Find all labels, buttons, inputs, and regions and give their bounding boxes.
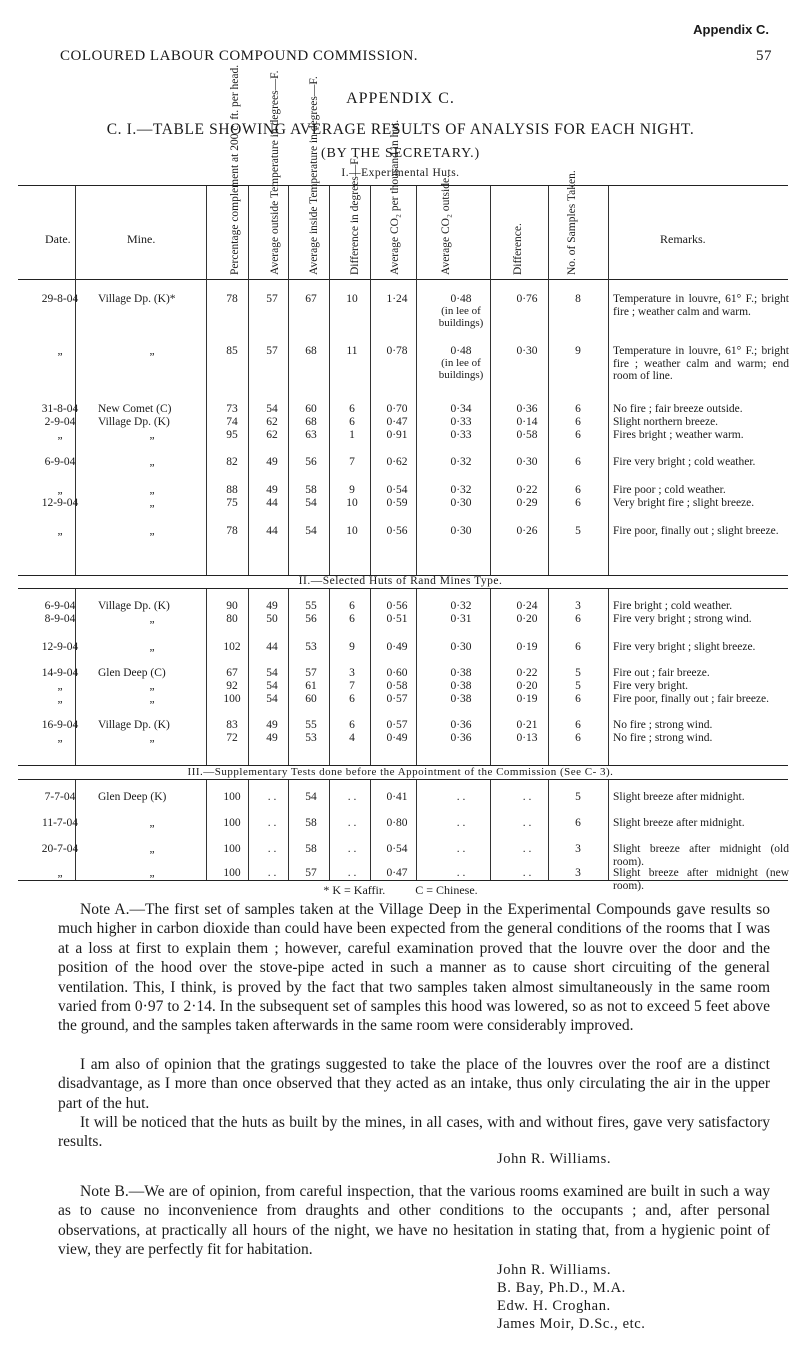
column-separator bbox=[608, 780, 609, 880]
cell-co2diff: 0·14 bbox=[516, 416, 538, 428]
byline: (BY THE SECRETARY.) bbox=[321, 146, 480, 161]
cell-pct: 100 bbox=[223, 791, 241, 803]
cell-in: 56 bbox=[305, 613, 317, 625]
cell-co2hut: 0·80 bbox=[386, 817, 408, 829]
cell-mine: „ bbox=[149, 843, 155, 855]
cell-co2out: 0·30 bbox=[450, 497, 472, 509]
cell-diff: 6 bbox=[349, 416, 355, 428]
cell-co2out: 0·31 bbox=[450, 613, 472, 625]
cell-remarks: Slight breeze after midnight. bbox=[613, 791, 745, 803]
cell-co2diff: 0·76 bbox=[516, 293, 538, 305]
cell-mine: „ bbox=[149, 680, 155, 692]
cell-co2diff: . . bbox=[522, 791, 532, 803]
column-separator bbox=[248, 186, 249, 575]
cell-diff: 10 bbox=[346, 497, 358, 509]
col-header-co2-outside-text: Average CO₂ outside. bbox=[440, 175, 452, 275]
note-a-paragraph-1: Note A.—The first set of samples taken at the Village Deep in the Experimental Compounds gave results so much higher in carbon dioxide than could have been expected from the general conditions of the rooms that I was at a loss at first to explain them ; however, careful examination proved that the louvre over the door and the position of the hood over the stove-pipe acted in such a manner as to cause short circuiting of the general ventilation. This, I think, is proved by the fact that two samples taken almost simultaneously in the same room varied from 0·97 to 2·14. In the subsequent set of samples this hood was lowered, so as not to exceed 5 feet above the ground, and the samples taken afterwards in the same room were considerably improved. bbox=[58, 901, 770, 1035]
cell-co2diff: 0·22 bbox=[516, 667, 538, 679]
cell-out: 44 bbox=[266, 497, 278, 509]
cell-co2diff: . . bbox=[522, 817, 532, 829]
cell-co2diff: 0·22 bbox=[516, 484, 538, 496]
cell-date: 2-9-04 bbox=[44, 416, 76, 428]
section3-top-rule bbox=[18, 779, 788, 780]
cell-out: 62 bbox=[266, 429, 278, 441]
cell-diff: 10 bbox=[346, 293, 358, 305]
col-header-co2-hut-text: Average CO₂ per thousand in hut. bbox=[389, 119, 401, 275]
cell-co2out: 0·48 bbox=[450, 293, 472, 305]
cell-date: 8-9-04 bbox=[44, 613, 76, 625]
col-header-co2-outside bbox=[440, 175, 452, 275]
cell-pct: 95 bbox=[226, 429, 238, 441]
cell-co2out: 0·34 bbox=[450, 403, 472, 415]
column-separator bbox=[416, 186, 417, 575]
col-header-date: Date. bbox=[45, 232, 71, 246]
cell-co2diff: 0·30 bbox=[516, 456, 538, 468]
cell-mine: Glen Deep (C) bbox=[98, 667, 166, 679]
cell-remarks: Fire poor, finally out ; slight breeze. bbox=[613, 525, 779, 537]
table-title: C. I.—TABLE SHOWING AVERAGE RESULTS OF ANALYSIS FOR EACH NIGHT. bbox=[106, 121, 695, 138]
cell-out: 54 bbox=[266, 667, 278, 679]
col-header-difference-co2 bbox=[512, 223, 524, 275]
section2-top-rule bbox=[18, 588, 788, 589]
cell-co2out: . . bbox=[456, 791, 466, 803]
cell-co2hut: 0·57 bbox=[386, 719, 408, 731]
column-separator bbox=[206, 186, 207, 575]
cell-co2diff: 0·36 bbox=[516, 403, 538, 415]
cell-pct: 73 bbox=[226, 403, 238, 415]
cell-in: 68 bbox=[305, 416, 317, 428]
cell-co2diff: 0·20 bbox=[516, 680, 538, 692]
commission-title: COLOURED LABOUR COMPOUND COMMISSION. bbox=[60, 48, 419, 64]
cell-in: 54 bbox=[305, 791, 317, 803]
cell-mine: „ bbox=[149, 693, 155, 705]
cell-out: 50 bbox=[266, 613, 278, 625]
cell-pct: 102 bbox=[223, 641, 241, 653]
cell-pct: 75 bbox=[226, 497, 238, 509]
cell-co2hut: 0·41 bbox=[386, 791, 408, 803]
cell-out: 49 bbox=[266, 600, 278, 612]
cell-n: 6 bbox=[575, 693, 581, 705]
cell-co2out: 0·30 bbox=[450, 641, 472, 653]
cell-mine: „ bbox=[149, 525, 155, 537]
footnote: * K = Kaffir. C = Chinese. bbox=[323, 883, 478, 897]
cell-co2hut: 0·91 bbox=[386, 429, 408, 441]
cell-n: 3 bbox=[575, 867, 581, 879]
cell-remarks: Fire very bright ; cold weather. bbox=[613, 456, 756, 468]
cell-n: 9 bbox=[575, 345, 581, 357]
cell-out: 49 bbox=[266, 719, 278, 731]
column-separator bbox=[608, 186, 609, 575]
cell-n: 6 bbox=[575, 497, 581, 509]
cell-pct: 92 bbox=[226, 680, 238, 692]
cell-co2out: 0·38 bbox=[450, 680, 472, 692]
cell-date: „ bbox=[57, 867, 63, 879]
cell-remarks: No fire ; strong wind. bbox=[613, 732, 713, 744]
cell-pct: 78 bbox=[226, 293, 238, 305]
cell-date: „ bbox=[57, 484, 63, 496]
cell-date: 6-9-04 bbox=[44, 456, 76, 468]
cell-remarks: Temperature in louvre, 61° F.; bright fire ; weather calm and warm. bbox=[613, 293, 789, 318]
cell-remarks: Fire very bright. bbox=[613, 680, 689, 692]
cell-out: 57 bbox=[266, 345, 278, 357]
cell-co2out: 0·32 bbox=[450, 456, 472, 468]
cell-in: 55 bbox=[305, 719, 317, 731]
cell-co2out: 0·38 bbox=[450, 667, 472, 679]
cell-diff: . . bbox=[347, 867, 357, 879]
cell-co2diff: 0·58 bbox=[516, 429, 538, 441]
cell-diff: . . bbox=[347, 817, 357, 829]
cell-n: 6 bbox=[575, 403, 581, 415]
col-header-inside-temp bbox=[308, 76, 320, 275]
cell-co2diff: 0·21 bbox=[516, 719, 538, 731]
cell-pct: 83 bbox=[226, 719, 238, 731]
cell-pct: 80 bbox=[226, 613, 238, 625]
cell-remarks: Very bright fire ; slight breeze. bbox=[613, 497, 755, 509]
cell-in: 56 bbox=[305, 456, 317, 468]
cell-in: 68 bbox=[305, 345, 317, 357]
cell-in: 60 bbox=[305, 693, 317, 705]
cell-mine: „ bbox=[149, 497, 155, 509]
cell-co2out-note: (in lee of buildings) bbox=[438, 357, 484, 381]
column-separator bbox=[608, 589, 609, 765]
cell-date: 12-9-04 bbox=[41, 497, 79, 509]
cell-mine: „ bbox=[149, 613, 155, 625]
section2-title: II.—Selected Huts of Rand Mines Type. bbox=[298, 575, 503, 587]
cell-mine: Glen Deep (K) bbox=[98, 791, 167, 803]
cell-co2hut: 0·54 bbox=[386, 843, 408, 855]
cell-out: 49 bbox=[266, 484, 278, 496]
cell-diff: 10 bbox=[346, 525, 358, 537]
cell-pct: 100 bbox=[223, 843, 241, 855]
col-header-outside-temp-text: Average outside Temperature in degrees—F. bbox=[269, 70, 281, 275]
cell-diff: 6 bbox=[349, 719, 355, 731]
cell-date: „ bbox=[57, 429, 63, 441]
cell-n: 6 bbox=[575, 484, 581, 496]
cell-n: 6 bbox=[575, 456, 581, 468]
cell-date: 20-7-04 bbox=[41, 843, 79, 855]
cell-mine: Village Dp. (K) bbox=[98, 719, 170, 731]
cell-pct: 100 bbox=[223, 817, 241, 829]
cell-out: 54 bbox=[266, 680, 278, 692]
cell-out: . . bbox=[267, 843, 277, 855]
cell-co2out: 0·33 bbox=[450, 416, 472, 428]
cell-diff: 6 bbox=[349, 693, 355, 705]
cell-co2out: 0·36 bbox=[450, 732, 472, 744]
cell-co2hut: 0·70 bbox=[386, 403, 408, 415]
cell-date: „ bbox=[57, 345, 63, 357]
cell-in: 57 bbox=[305, 867, 317, 879]
cell-co2hut: 0·59 bbox=[386, 497, 408, 509]
column-separator bbox=[206, 780, 207, 880]
note-a-paragraph-3: It will be noticed that the huts as built by the mines, in all cases, with and without fires, gave very satisfactory results. bbox=[58, 1114, 770, 1151]
cell-remarks: No fire ; fair breeze outside. bbox=[613, 403, 743, 415]
cell-diff: 6 bbox=[349, 613, 355, 625]
cell-out: . . bbox=[267, 791, 277, 803]
cell-date: 29-8-04 bbox=[41, 293, 79, 305]
cell-remarks: Slight breeze after midnight (old room). bbox=[613, 843, 789, 868]
cell-co2out: . . bbox=[456, 817, 466, 829]
note-b-paragraph-1: Note B.—We are of opinion, from careful inspection, that the various rooms examined are built in such a way as to cause no inconvenience from draughts and other conditions to the occupants ; and, after personal observations, at practically all hours of the night, we have no hesitation in stating that, from a hygienic point of view, they are perfectly fit for habitation. bbox=[58, 1183, 770, 1259]
cell-remarks: Fire very bright ; slight breeze. bbox=[613, 641, 756, 653]
cell-co2hut: 0·62 bbox=[386, 456, 408, 468]
cell-remarks: Fires bright ; weather warm. bbox=[613, 429, 744, 441]
note-b-signature-4: James Moir, D.Sc., etc. bbox=[497, 1316, 646, 1332]
cell-out: 62 bbox=[266, 416, 278, 428]
cell-co2diff: 0·24 bbox=[516, 600, 538, 612]
col-header-difference-temp bbox=[349, 156, 361, 275]
cell-mine: „ bbox=[149, 345, 155, 357]
col-header-mine: Mine. bbox=[127, 232, 156, 246]
cell-co2hut: 0·60 bbox=[386, 667, 408, 679]
column-separator bbox=[75, 186, 76, 575]
cell-in: 58 bbox=[305, 817, 317, 829]
cell-date: 7-7-04 bbox=[44, 791, 76, 803]
cell-in: 53 bbox=[305, 732, 317, 744]
cell-out: 54 bbox=[266, 403, 278, 415]
cell-date: 31-8-04 bbox=[41, 403, 79, 415]
cell-date: 6-9-04 bbox=[44, 600, 76, 612]
cell-date: „ bbox=[57, 732, 63, 744]
column-separator bbox=[370, 186, 371, 575]
cell-n: 8 bbox=[575, 293, 581, 305]
cell-n: 5 bbox=[575, 791, 581, 803]
note-b-signature-3: Edw. H. Croghan. bbox=[497, 1298, 611, 1314]
col-header-samples-text: No. of Samples Taken. bbox=[566, 170, 578, 275]
cell-date: „ bbox=[57, 693, 63, 705]
cell-in: 61 bbox=[305, 680, 317, 692]
cell-diff: . . bbox=[347, 791, 357, 803]
cell-co2hut: 0·47 bbox=[386, 867, 408, 879]
cell-remarks: Fire very bright ; strong wind. bbox=[613, 613, 752, 625]
cell-co2out: 0·33 bbox=[450, 429, 472, 441]
cell-n: 3 bbox=[575, 600, 581, 612]
cell-n: 6 bbox=[575, 732, 581, 744]
col-header-difference-co2-text: Difference. bbox=[512, 223, 524, 275]
col-header-percentage-text: Percentage complement at 200 c. ft. per head. bbox=[229, 64, 241, 275]
cell-out: . . bbox=[267, 867, 277, 879]
cell-co2diff: 0·30 bbox=[516, 345, 538, 357]
cell-remarks: Slight northern breeze. bbox=[613, 416, 719, 428]
cell-pct: 72 bbox=[226, 732, 238, 744]
cell-in: 55 bbox=[305, 600, 317, 612]
col-header-co2-hut bbox=[389, 120, 401, 275]
cell-date: 14-9-04 bbox=[41, 667, 79, 679]
cell-in: 60 bbox=[305, 403, 317, 415]
cell-mine: Village Dp. (K) bbox=[98, 600, 170, 612]
cell-mine: „ bbox=[149, 817, 155, 829]
cell-in: 67 bbox=[305, 293, 317, 305]
col-header-difference-temp-text: Difference in degrees—F. bbox=[349, 156, 361, 275]
cell-co2out: 0·30 bbox=[450, 525, 472, 537]
cell-pct: 78 bbox=[226, 525, 238, 537]
cell-co2hut: 0·47 bbox=[386, 416, 408, 428]
cell-in: 58 bbox=[305, 843, 317, 855]
cell-co2diff: 0·29 bbox=[516, 497, 538, 509]
cell-out: . . bbox=[267, 817, 277, 829]
cell-co2diff: . . bbox=[522, 867, 532, 879]
column-separator bbox=[548, 186, 549, 575]
col-header-percentage bbox=[229, 65, 241, 275]
cell-n: 5 bbox=[575, 667, 581, 679]
cell-co2hut: 0·56 bbox=[386, 600, 408, 612]
cell-pct: 100 bbox=[223, 867, 241, 879]
cell-co2hut: 0·78 bbox=[386, 345, 408, 357]
cell-diff: 1 bbox=[349, 429, 355, 441]
cell-diff: 6 bbox=[349, 403, 355, 415]
note-b-signature-1: John R. Williams. bbox=[497, 1262, 612, 1278]
cell-date: 16-9-04 bbox=[41, 719, 79, 731]
note-a-paragraph-2: I am also of opinion that the gratings suggested to take the place of the louvres over the roof are a distinct disadvantage, as I more than once observed that they acted as an intake, thus only circulating the air in the upper part of the hut. bbox=[58, 1056, 770, 1112]
cell-out: 54 bbox=[266, 693, 278, 705]
cell-diff: 3 bbox=[349, 667, 355, 679]
cell-co2out: 0·38 bbox=[450, 693, 472, 705]
cell-n: 6 bbox=[575, 817, 581, 829]
cell-diff: 9 bbox=[349, 641, 355, 653]
cell-remarks: Slight breeze after midnight (new room). bbox=[613, 867, 789, 892]
cell-mine: New Comet (C) bbox=[98, 403, 172, 415]
col-header-outside-temp bbox=[269, 71, 281, 275]
cell-pct: 100 bbox=[223, 693, 241, 705]
cell-out: 49 bbox=[266, 732, 278, 744]
section3-title: III.—Supplementary Tests done before the Appointment of the Commission (See C- 3). bbox=[187, 766, 614, 778]
cell-mine: Village Dp. (K) bbox=[98, 416, 170, 428]
page-number: 57 bbox=[756, 48, 772, 64]
cell-co2hut: 1·24 bbox=[386, 293, 408, 305]
col-header-remarks: Remarks. bbox=[660, 232, 706, 246]
cell-co2diff: 0·26 bbox=[516, 525, 538, 537]
cell-co2out: 0·32 bbox=[450, 484, 472, 496]
table-top-rule bbox=[18, 185, 788, 186]
cell-co2diff: 0·19 bbox=[516, 641, 538, 653]
cell-co2diff: 0·20 bbox=[516, 613, 538, 625]
cell-diff: 7 bbox=[349, 680, 355, 692]
cell-diff: 4 bbox=[349, 732, 355, 744]
cell-co2hut: 0·49 bbox=[386, 732, 408, 744]
section1-title: I.—Experimental Huts. bbox=[341, 167, 460, 179]
cell-n: 6 bbox=[575, 613, 581, 625]
cell-diff: 7 bbox=[349, 456, 355, 468]
cell-in: 54 bbox=[305, 497, 317, 509]
cell-pct: 90 bbox=[226, 600, 238, 612]
cell-in: 63 bbox=[305, 429, 317, 441]
cell-out: 44 bbox=[266, 641, 278, 653]
cell-out: 44 bbox=[266, 525, 278, 537]
cell-out: 57 bbox=[266, 293, 278, 305]
cell-diff: 9 bbox=[349, 484, 355, 496]
cell-mine: „ bbox=[149, 641, 155, 653]
cell-co2hut: 0·54 bbox=[386, 484, 408, 496]
cell-co2hut: 0·56 bbox=[386, 525, 408, 537]
cell-pct: 82 bbox=[226, 456, 238, 468]
cell-date: „ bbox=[57, 525, 63, 537]
cell-n: 3 bbox=[575, 843, 581, 855]
cell-mine: „ bbox=[149, 429, 155, 441]
cell-n: 6 bbox=[575, 429, 581, 441]
cell-co2diff: 0·19 bbox=[516, 693, 538, 705]
cell-co2out: 0·48 bbox=[450, 345, 472, 357]
column-separator bbox=[206, 589, 207, 765]
cell-remarks: Slight breeze after midnight. bbox=[613, 817, 745, 829]
column-separator bbox=[288, 186, 289, 575]
cell-mine: „ bbox=[149, 732, 155, 744]
cell-remarks: Fire out ; fair breeze. bbox=[613, 667, 710, 679]
cell-pct: 67 bbox=[226, 667, 238, 679]
cell-co2diff: . . bbox=[522, 843, 532, 855]
cell-co2out-note: (in lee of buildings) bbox=[438, 305, 484, 329]
cell-co2hut: 0·57 bbox=[386, 693, 408, 705]
cell-co2hut: 0·58 bbox=[386, 680, 408, 692]
header-bottom-rule bbox=[18, 279, 788, 280]
cell-co2diff: 0·13 bbox=[516, 732, 538, 744]
cell-remarks: Fire bright ; cold weather. bbox=[613, 600, 733, 612]
cell-n: 5 bbox=[575, 680, 581, 692]
cell-pct: 88 bbox=[226, 484, 238, 496]
cell-date: „ bbox=[57, 680, 63, 692]
cell-co2hut: 0·51 bbox=[386, 613, 408, 625]
cell-in: 53 bbox=[305, 641, 317, 653]
cell-in: 58 bbox=[305, 484, 317, 496]
cell-mine: Village Dp. (K)* bbox=[98, 293, 176, 305]
cell-date: 12-9-04 bbox=[41, 641, 79, 653]
cell-diff: 6 bbox=[349, 600, 355, 612]
cell-n: 5 bbox=[575, 525, 581, 537]
cell-mine: „ bbox=[149, 456, 155, 468]
note-b-signature-2: B. Bay, Ph.D., M.A. bbox=[497, 1280, 626, 1296]
cell-remarks: Temperature in louvre, 61° F.; bright fire ; weather calm and warm; end room of line. bbox=[613, 345, 789, 383]
column-separator bbox=[329, 186, 330, 575]
cell-in: 54 bbox=[305, 525, 317, 537]
cell-co2out: . . bbox=[456, 867, 466, 879]
appendix-title: APPENDIX C. bbox=[346, 90, 455, 107]
cell-mine: „ bbox=[149, 484, 155, 496]
cell-n: 6 bbox=[575, 719, 581, 731]
cell-co2out: 0·32 bbox=[450, 600, 472, 612]
cell-mine: „ bbox=[149, 867, 155, 879]
col-header-inside-temp-text: Average inside Temperature in degrees—F. bbox=[308, 76, 320, 275]
cell-remarks: No fire ; strong wind. bbox=[613, 719, 713, 731]
cell-diff: . . bbox=[347, 843, 357, 855]
cell-co2hut: 0·49 bbox=[386, 641, 408, 653]
cell-date: 11-7-04 bbox=[42, 817, 78, 829]
cell-remarks: Fire poor, finally out ; fair breeze. bbox=[613, 693, 770, 705]
cell-out: 49 bbox=[266, 456, 278, 468]
appendix-label: Appendix C. bbox=[693, 22, 769, 37]
cell-diff: 11 bbox=[346, 345, 358, 357]
cell-n: 6 bbox=[575, 416, 581, 428]
col-header-samples bbox=[566, 170, 578, 275]
cell-in: 57 bbox=[305, 667, 317, 679]
cell-pct: 74 bbox=[226, 416, 238, 428]
cell-co2out: 0·36 bbox=[450, 719, 472, 731]
cell-pct: 85 bbox=[226, 345, 238, 357]
cell-n: 6 bbox=[575, 641, 581, 653]
note-a-signature: John R. Williams. bbox=[497, 1151, 612, 1167]
cell-remarks: Fire poor ; cold weather. bbox=[613, 484, 726, 496]
cell-co2out: . . bbox=[456, 843, 466, 855]
